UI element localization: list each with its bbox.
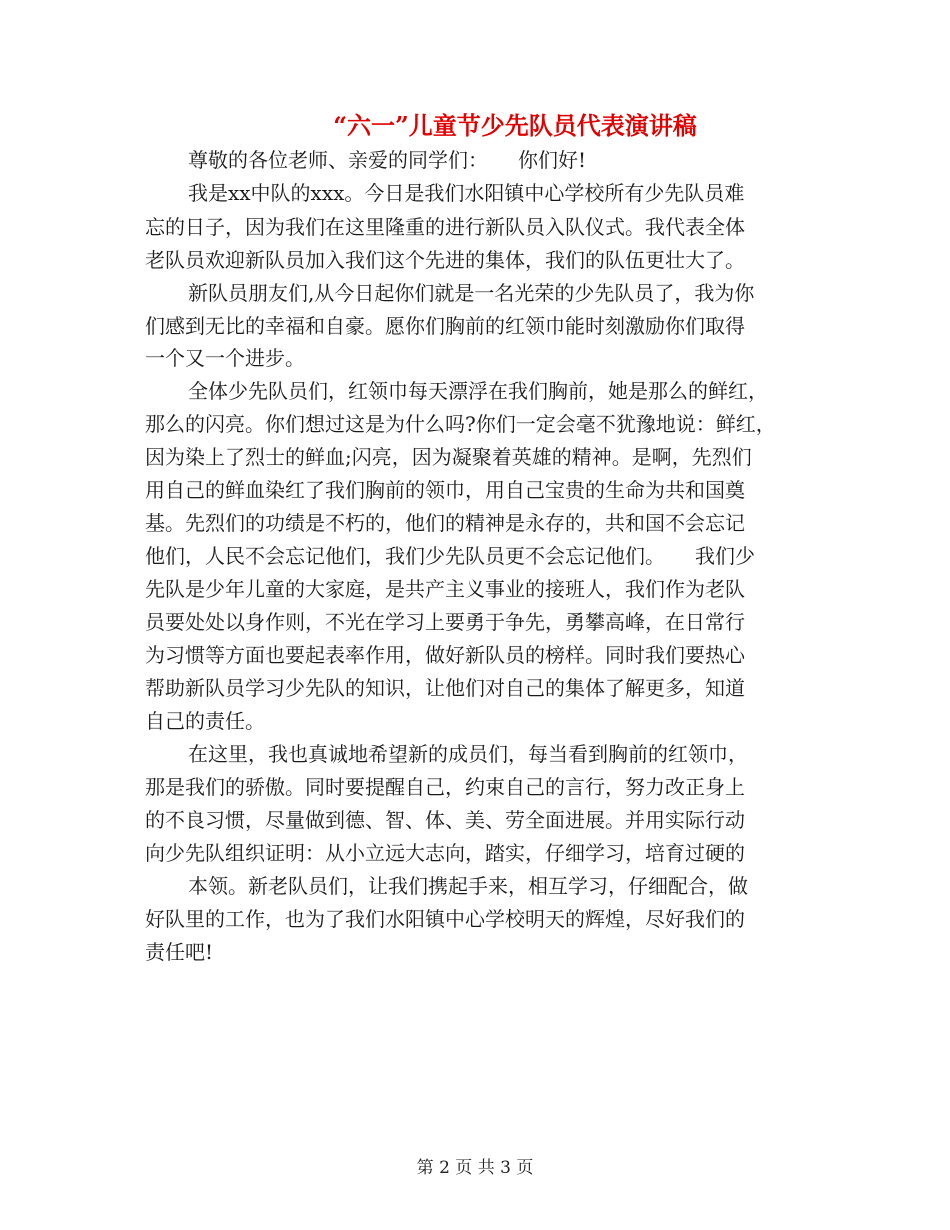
text-line: 基。先烈们的功绩是不朽的，他们的精神是永存的，共和国不会忘记	[145, 511, 745, 535]
text-line: 他们，人民不会忘记他们，我们少先队员更不会忘记他们。 我们少	[145, 544, 755, 568]
text-line: 因为染上了烈士的鲜血;闪亮，因为凝聚着英雄的精神。是啊，先烈们	[145, 445, 752, 469]
text-line: 新队员朋友们,从今日起你们就是一名光荣的少先队员了，我为你	[188, 281, 755, 305]
text-line: 责任吧!	[145, 940, 214, 964]
text-line: 员要处处以身作则，不光在学习上要勇于争先，勇攀高峰，在日常行	[145, 610, 745, 634]
text-line: 忘的日子，因为我们在这里隆重的进行新队员入队仪式。我代表全体	[145, 215, 745, 239]
text-line: 全体少先队员们，红领巾每天漂浮在我们胸前，她是那么的鲜红，	[188, 379, 768, 403]
text-line: 为习惯等方面也要起表率作用，做好新队员的榜样。同时我们要热心	[145, 643, 745, 667]
text-line: 们感到无比的幸福和自豪。愿你们胸前的红领巾能时刻激励你们取得	[145, 314, 745, 338]
text-line: 我是xx中队的xxx。今日是我们水阳镇中心学校所有少先队员难	[188, 181, 745, 205]
text-line: 帮助新队员学习少先队的知识，让他们对自己的集体了解更多，知道	[145, 676, 745, 700]
text-line: 用自己的鲜血染红了我们胸前的领巾，用自己宝贵的生命为共和国奠	[145, 478, 745, 502]
text-line: 那么的闪亮。你们想过这是为什么吗?你们一定会毫不犹豫地说：鲜红，	[145, 412, 776, 436]
text-line: 的不良习惯，尽量做到德、智、体、美、劳全面进展。并用实际行动	[145, 808, 745, 832]
text-line: 向少先队组织证明：从小立远大志向，踏实，仔细学习，培育过硬的	[145, 841, 745, 865]
text-line: 本领。新老队员们，让我们携起手来，相互学习，仔细配合，做	[188, 874, 748, 898]
document-title: “六一”儿童节少先队员代表演讲稿	[333, 111, 697, 140]
text-line: 老队员欢迎新队员加入我们这个先进的集体，我们的队伍更壮大了。	[145, 248, 745, 272]
page-footer: 第 2 页 共 3 页	[416, 1158, 534, 1178]
text-line: 好队里的工作，也为了我们水阳镇中心学校明天的辉煌，尽好我们的	[145, 907, 745, 931]
text-line: 那是我们的骄傲。同时要提醒自己，约束自己的言行，努力改正身上	[145, 775, 745, 799]
text-line: 在这里，我也真诚地希望新的成员们，每当看到胸前的红领巾，	[188, 742, 748, 766]
text-line: 一个又一个进步。	[145, 346, 305, 370]
text-line: 先队是少年儿童的大家庭，是共产主义事业的接班人，我们作为老队	[145, 577, 745, 601]
text-line: 尊敬的各位老师、亲爱的同学们： 你们好!	[188, 148, 587, 172]
text-line: 自己的责任。	[145, 709, 265, 733]
